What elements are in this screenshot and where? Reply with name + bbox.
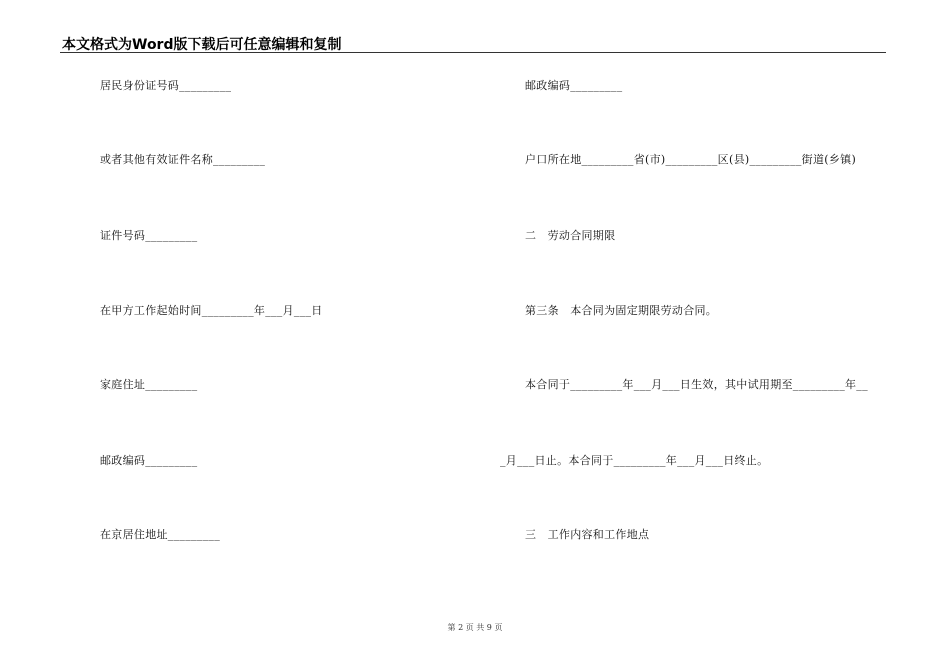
contract-effective-line: 本合同于_________年___月___日生效，其中试用期至_________年__ xyxy=(525,378,868,391)
article-three: 第三条 本合同为固定期限劳动合同。 xyxy=(525,304,718,317)
section-heading-work-content: 三 工作内容和工作地点 xyxy=(525,528,650,541)
right-line-postal-code: 邮政编码_________ xyxy=(525,79,623,92)
left-line-start-date: 在甲方工作起始时间_________年___月___日 xyxy=(100,304,323,317)
section-heading-contract-term: 二 劳动合同期限 xyxy=(525,229,616,242)
header-divider xyxy=(60,52,886,53)
right-line-household-reg: 户口所在地_________省(市)_________区(县)_________街道(乡镇) xyxy=(525,153,857,166)
page-number-footer: 第 2 页 共 9 页 xyxy=(447,623,503,632)
left-line-id-code: 证件号码_________ xyxy=(100,229,198,242)
left-line-other-id-name: 或者其他有效证件名称_________ xyxy=(100,153,266,166)
left-line-beijing-address: 在京居住地址_________ xyxy=(100,528,220,541)
document-header-title: 本文格式为Word版下载后可任意编辑和复制 xyxy=(62,37,342,53)
contract-termination-line: _月___日止。本合同于_________年___月___日终止。 xyxy=(500,454,769,467)
left-line-home-address: 家庭住址_________ xyxy=(100,378,198,391)
left-line-id-number: 居民身份证号码_________ xyxy=(100,79,232,92)
left-line-postal-code: 邮政编码_________ xyxy=(100,454,198,467)
